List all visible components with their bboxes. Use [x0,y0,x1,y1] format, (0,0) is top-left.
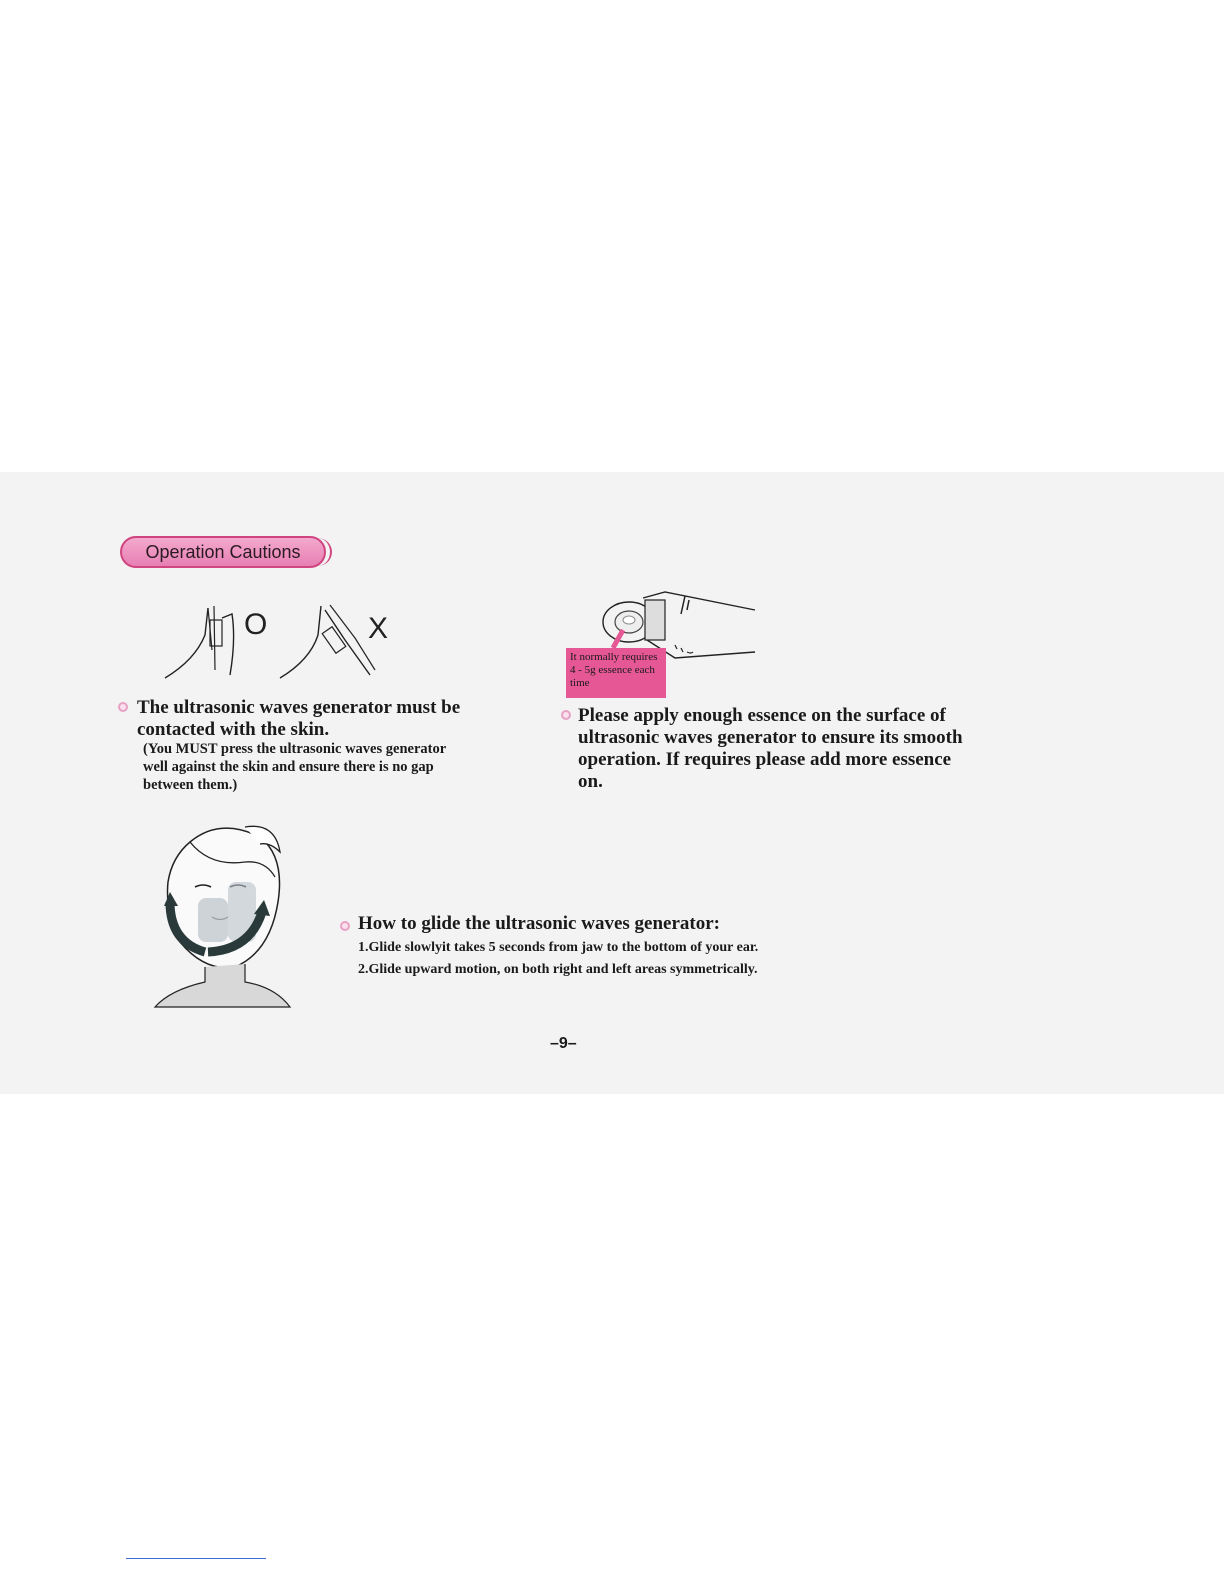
bullet-icon [118,702,128,712]
caution3-heading: How to glide the ultrasonic waves generator: [358,913,720,934]
bullet-icon [561,710,571,720]
caution3-step-1: 1.Glide slowlyit takes 5 seconds from jaw to the bottom of your ear. [358,940,759,955]
face-glide-illustration [150,822,295,1012]
caution3-step-2: 2.Glide upward motion, on both right and left areas symmetrically. [358,962,758,977]
section-title: Operation Cautions [120,536,326,568]
bullet-icon [340,921,350,931]
caution1-note: (You MUST press the ultrasonic waves generator well against the skin and ensure there is no gap between them.) [143,741,446,793]
caution2-heading: Please apply enough essence on the surface of ultrasonic waves generator to ensure its smooth operation. If requires please add more essence on. [578,705,963,792]
essence-amount-callout: It normally requires 4 - 5g essence each time [566,648,666,698]
caution1-heading: The ultrasonic waves generator must be contacted with the skin. [137,697,461,740]
incorrect-mark: X [368,612,389,645]
contact-illustration [160,600,400,682]
page-number: –9– [550,1035,577,1052]
link-underline[interactable] [126,1558,266,1559]
correct-mark: O [244,608,268,641]
